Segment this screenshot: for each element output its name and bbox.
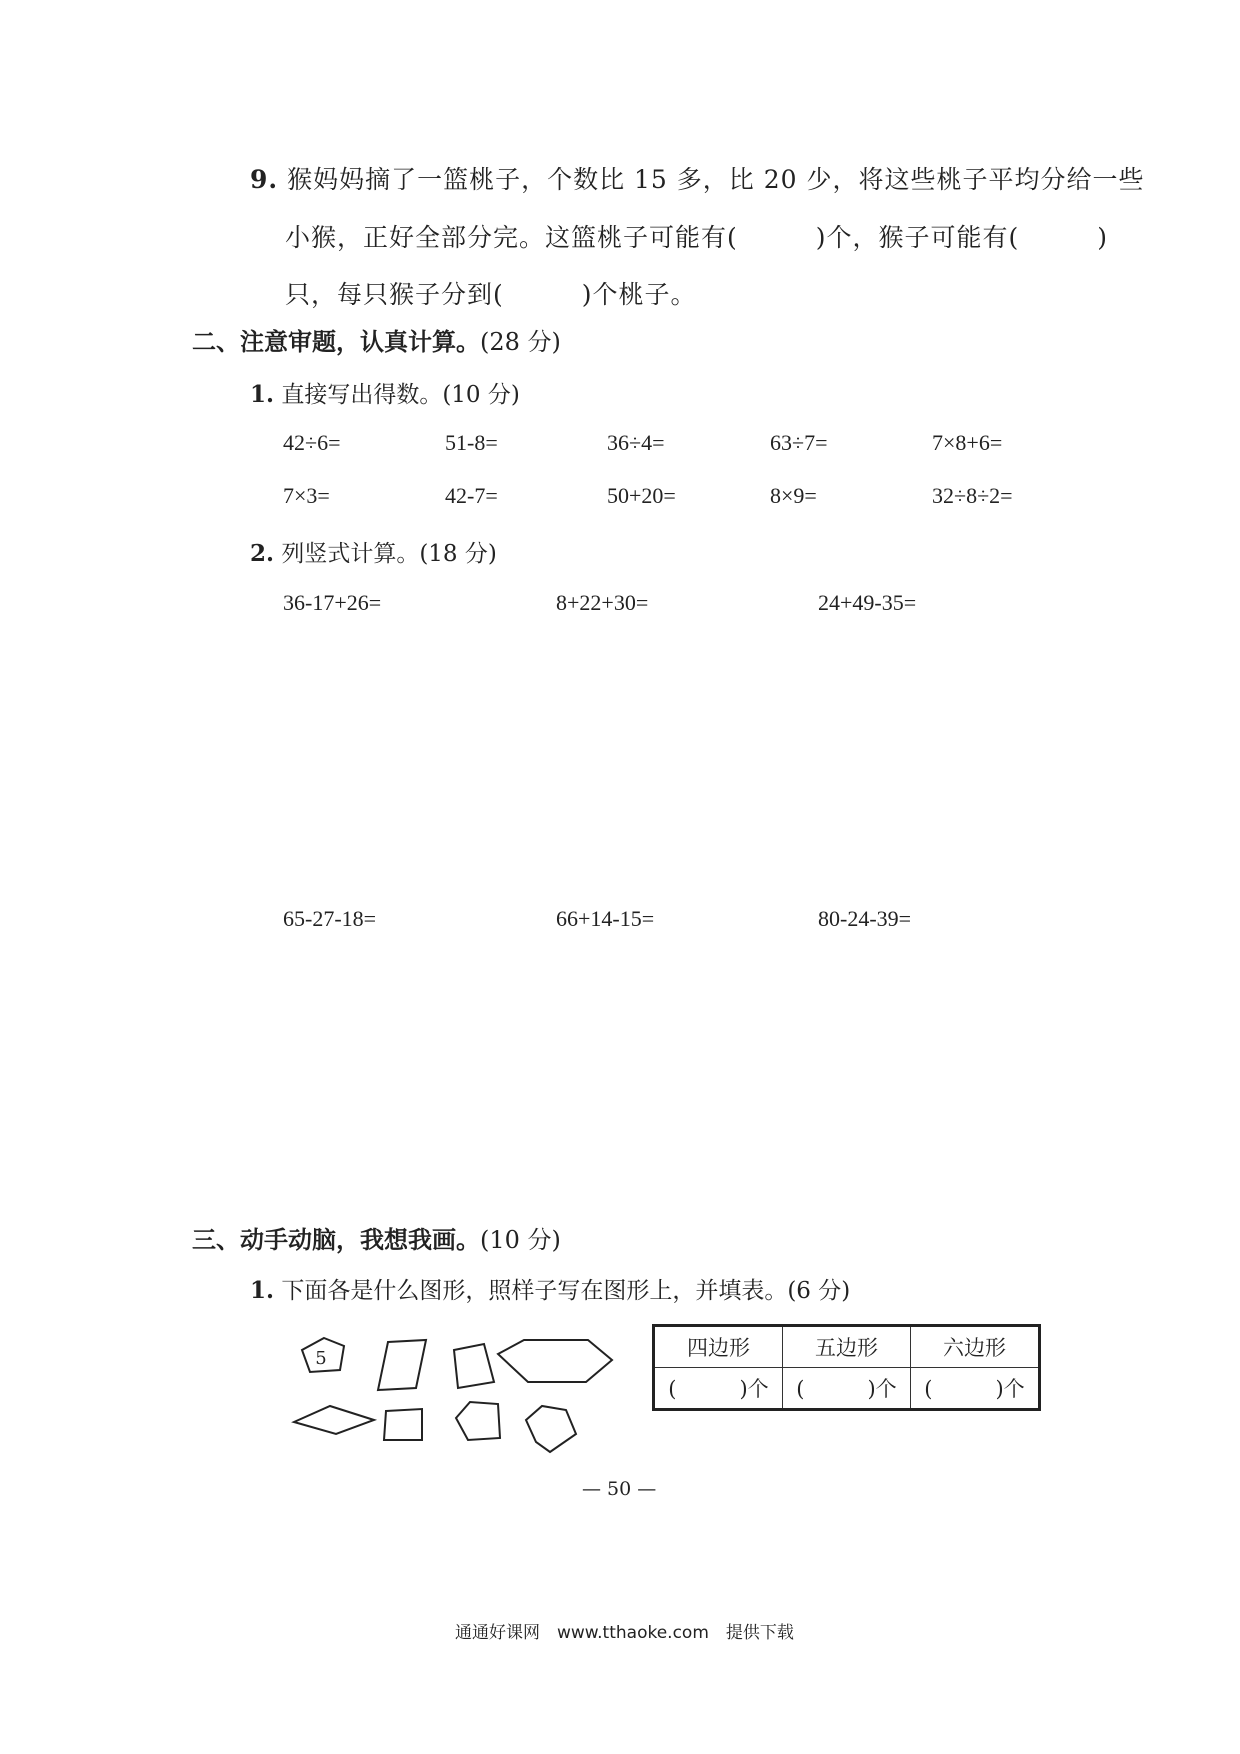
table-header-row	[654, 1326, 1040, 1368]
oral-calc-item: 36÷4=	[607, 430, 665, 455]
answer-blank[interactable]: ( )个	[783, 1368, 911, 1410]
question-9-line1	[250, 160, 1144, 196]
section-3-part-1-title	[250, 1272, 850, 1305]
part-title: 直接写出得数。(10 分)	[281, 382, 520, 408]
oral-calc-item: 32÷8÷2=	[932, 483, 1013, 508]
vertical-calc-item: 8+22+30=	[556, 590, 649, 615]
part-number: 1.	[250, 381, 275, 408]
vertical-calc-item: 80-24-39=	[818, 906, 912, 931]
section-2-title	[192, 322, 561, 357]
footer-text: 通通好课网 www.tthaoke.com 提供下载	[455, 1623, 794, 1643]
section-title-text: 三、动手动脑，我想我画。	[192, 1226, 480, 1254]
oral-calc-item: 7×3=	[283, 483, 330, 508]
vertical-calc-item: 66+14-15=	[556, 906, 655, 931]
vertical-calc-item: 36-17+26=	[283, 590, 382, 615]
part-number: 2.	[250, 540, 275, 567]
section-score: (10 分)	[480, 1226, 561, 1254]
answer-blank[interactable]: ( )个	[654, 1368, 783, 1410]
section-2-part-1-title	[250, 376, 520, 409]
question-text: 猴妈妈摘了一篮桃子，个数比 15 多，比 20 少，将这些桃子平均分给一些	[287, 165, 1145, 194]
oral-calc-item: 42-7=	[445, 483, 498, 508]
trapezoid-shape	[454, 1344, 494, 1388]
oral-calc-item: 50+20=	[607, 483, 676, 508]
section-score: (28 分)	[480, 328, 561, 356]
pentagon-shape	[456, 1402, 500, 1440]
oral-calc-item: 42÷6=	[283, 430, 341, 455]
vertical-calc-item: 65-27-18=	[283, 906, 377, 931]
example-label: 5	[315, 1348, 327, 1369]
section-3-title	[192, 1220, 561, 1255]
question-9-line3: 只，每只猴子分到( )个桃子。	[285, 280, 697, 309]
question-9-line2: 小猴，正好全部分完。这篮桃子可能有( )个，猴子可能有( )	[285, 223, 1109, 252]
irregular-polygon-shape	[526, 1406, 576, 1452]
oral-calc-item: 63÷7=	[770, 430, 828, 455]
vertical-calc-item: 24+49-35=	[818, 590, 917, 615]
shape-count-table	[652, 1324, 1041, 1411]
oral-calc-item: 7×8+6=	[932, 430, 1003, 455]
table-header-cell: 四边形	[654, 1326, 783, 1368]
hexagon-shape	[498, 1340, 612, 1382]
table-answer-row	[654, 1368, 1040, 1410]
part-number: 1.	[250, 1277, 275, 1304]
table-header-cell: 五边形	[783, 1326, 911, 1368]
rhombus-shape	[294, 1406, 374, 1434]
oral-calc-item: 51-8=	[445, 430, 498, 455]
page-number: — 50 —	[582, 1478, 657, 1500]
part-title: 下面各是什么图形，照样子写在图形上，并填表。(6 分)	[281, 1278, 851, 1304]
table-header-cell: 六边形	[911, 1326, 1040, 1368]
quadrilateral-shape	[384, 1409, 422, 1440]
shapes-figure	[280, 1320, 650, 1460]
parallelogram-shape	[378, 1340, 426, 1390]
section-title-text: 二、注意审题，认真计算。	[192, 328, 480, 356]
answer-blank[interactable]: ( )个	[911, 1368, 1040, 1410]
section-2-part-2-title	[250, 535, 497, 568]
part-title: 列竖式计算。(18 分)	[281, 541, 497, 567]
oral-calc-item: 8×9=	[770, 483, 817, 508]
question-number: 9.	[250, 165, 279, 194]
